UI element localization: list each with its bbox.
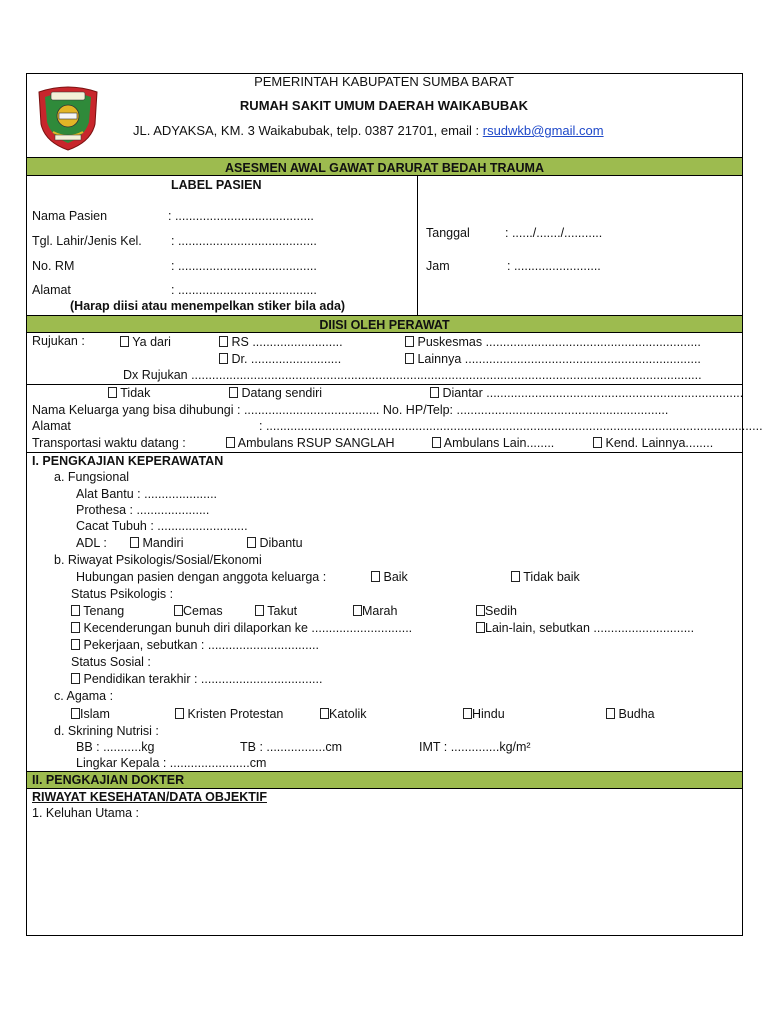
rujukan-ya[interactable] bbox=[120, 336, 171, 349]
jam-field[interactable]: : ......................... bbox=[507, 259, 601, 273]
prothesa-field[interactable]: Prothesa : ..................... bbox=[76, 503, 210, 517]
label-divider bbox=[417, 176, 418, 315]
checkbox-icon[interactable] bbox=[606, 708, 615, 719]
alamat-field[interactable]: : ........................................ bbox=[171, 283, 317, 297]
form-title-bar bbox=[27, 157, 742, 176]
hubungan-label: Hubungan pasien dengan anggota keluarga : bbox=[76, 570, 327, 584]
checkbox-icon[interactable] bbox=[71, 605, 80, 616]
checkbox-icon[interactable] bbox=[476, 622, 485, 633]
checkbox-icon[interactable] bbox=[476, 605, 485, 616]
lain-lain-label: Lain-lain, sebutkan ............................. bbox=[485, 621, 695, 635]
tidak-baik-label: Tidak baik bbox=[523, 570, 580, 584]
riwayat-kesehatan-title: RIWAYAT KESEHATAN/DATA OBJEKTIF bbox=[32, 790, 267, 804]
takut-label: Takut bbox=[267, 604, 298, 618]
islam-label: Islam bbox=[80, 707, 110, 721]
cacat-field[interactable]: Cacat Tubuh : .......................... bbox=[76, 519, 248, 533]
checkbox-icon[interactable] bbox=[71, 708, 80, 719]
alamat2-field[interactable]: : ............................................................................................................................................... bbox=[259, 419, 763, 433]
checkbox-icon[interactable] bbox=[120, 336, 129, 347]
riwayat-label: b. Riwayat Psikologis/Sosial/Ekonomi bbox=[54, 553, 262, 567]
rujukan-label: Rujukan : bbox=[32, 334, 85, 348]
transport-rsup[interactable] bbox=[226, 437, 395, 450]
katolik-label: Katolik bbox=[329, 707, 367, 721]
transportasi-label: Transportasi waktu datang : bbox=[32, 436, 186, 450]
nurse-section-bar bbox=[27, 315, 742, 333]
checkbox-icon[interactable] bbox=[229, 387, 238, 398]
tenang-label: Tenang bbox=[83, 604, 125, 618]
checkbox-icon[interactable] bbox=[130, 537, 139, 548]
divider bbox=[27, 384, 742, 385]
datang-sendiri-label: Datang sendiri bbox=[241, 386, 323, 400]
hubungan-tidak-baik[interactable] bbox=[511, 571, 580, 584]
section2-title: II. PENGKAJIAN DOKTER bbox=[32, 773, 185, 787]
psiko-marah[interactable] bbox=[353, 605, 397, 618]
alat-bantu-field[interactable]: Alat Bantu : ..................... bbox=[76, 487, 218, 501]
psiko-lain-lain[interactable] bbox=[476, 622, 694, 635]
agama-islam[interactable] bbox=[71, 708, 110, 721]
keluhan-utama-label: 1. Keluhan Utama : bbox=[32, 806, 140, 820]
baik-label: Baik bbox=[383, 570, 408, 584]
hospital-logo bbox=[33, 80, 103, 152]
checkbox-icon[interactable] bbox=[219, 336, 228, 347]
checkbox-icon[interactable] bbox=[71, 639, 80, 650]
checkbox-icon[interactable] bbox=[175, 708, 184, 719]
ambulans-rsup-label: Ambulans RSUP SANGLAH bbox=[237, 436, 395, 450]
diantar-label: Diantar .......................................................................... bbox=[442, 386, 744, 400]
checkbox-icon[interactable] bbox=[405, 353, 414, 364]
psiko-takut[interactable] bbox=[255, 605, 297, 618]
tgl-field[interactable]: : ........................................ bbox=[171, 234, 317, 248]
agama-katolik[interactable] bbox=[320, 708, 367, 721]
status-psikologis-label: Status Psikologis : bbox=[71, 587, 174, 601]
tanggal-label: Tanggal bbox=[426, 226, 470, 240]
checkbox-icon[interactable] bbox=[593, 437, 602, 448]
adl-mandiri[interactable] bbox=[130, 537, 183, 550]
agama-hindu[interactable] bbox=[463, 708, 505, 721]
rujukan-puskesmas[interactable] bbox=[405, 336, 701, 349]
nama-label: Nama Pasien bbox=[32, 209, 108, 223]
dr-label: Dr. .......................... bbox=[231, 352, 342, 366]
lainnya-label: Lainnya .................................................................... bbox=[417, 352, 701, 366]
header-line2: RUMAH SAKIT UMUM DAERAH WAIKABUBAK bbox=[239, 98, 529, 113]
imt-field[interactable]: IMT : ..............kg/m² bbox=[419, 740, 531, 754]
adl-dibantu[interactable] bbox=[247, 537, 303, 550]
jam-label: Jam bbox=[426, 259, 450, 273]
tanggal-field[interactable]: : ....../......./........... bbox=[505, 226, 603, 240]
rujukan-rs[interactable] bbox=[219, 336, 343, 349]
transport-ambulans-lain[interactable] bbox=[432, 437, 554, 450]
checkbox-icon[interactable] bbox=[174, 605, 183, 616]
agama-label: c. Agama : bbox=[54, 689, 114, 703]
rujukan-lainnya[interactable] bbox=[405, 353, 701, 366]
hubungan-baik[interactable] bbox=[371, 571, 408, 584]
pekerjaan-label: Pekerjaan, sebutkan : ................................ bbox=[83, 638, 320, 652]
lingkar-field[interactable]: Lingkar Kepala : .......................cm bbox=[76, 756, 267, 770]
pekerjaan-item[interactable] bbox=[71, 639, 319, 652]
checkbox-icon[interactable] bbox=[463, 708, 472, 719]
transport-kend[interactable] bbox=[593, 437, 713, 450]
header-address-text: JL. ADYAKSA, KM. 3 Waikabubak, telp. 0387 21701, email : bbox=[133, 123, 483, 138]
checkbox-icon[interactable] bbox=[320, 708, 329, 719]
checkbox-icon[interactable] bbox=[226, 437, 235, 448]
checkbox-icon[interactable] bbox=[108, 387, 117, 398]
ambulans-lain-label: Ambulans Lain........ bbox=[443, 436, 555, 450]
psiko-tenang[interactable] bbox=[71, 605, 124, 618]
cemas-label: Cemas bbox=[183, 604, 223, 618]
header-line1: PEMERINTAH KABUPATEN SUMBA BARAT bbox=[254, 74, 514, 89]
rujukan-dr[interactable] bbox=[219, 353, 341, 366]
agama-budha[interactable] bbox=[606, 708, 655, 721]
checkbox-icon[interactable] bbox=[255, 605, 264, 616]
checkbox-icon[interactable] bbox=[371, 571, 380, 582]
checkbox-icon[interactable] bbox=[71, 622, 80, 633]
status-sosial-label: Status Sosial : bbox=[71, 655, 151, 669]
pendidikan-item[interactable] bbox=[71, 673, 322, 686]
kend-lainnya-label: Kend. Lainnya........ bbox=[605, 436, 714, 450]
header-address bbox=[133, 124, 604, 137]
dibantu-label: Dibantu bbox=[259, 536, 303, 550]
checkbox-icon[interactable] bbox=[405, 336, 414, 347]
rm-field[interactable]: : ........................................ bbox=[171, 259, 317, 273]
rujukan-tidak[interactable] bbox=[108, 387, 150, 400]
checkbox-icon[interactable] bbox=[353, 605, 362, 616]
hindu-label: Hindu bbox=[472, 707, 505, 721]
divider bbox=[27, 452, 742, 453]
alamat2-label: Alamat bbox=[32, 419, 71, 433]
agama-kristen[interactable] bbox=[175, 708, 283, 721]
rm-label: No. RM bbox=[32, 259, 75, 273]
marah-label: Marah bbox=[362, 604, 398, 618]
nama-field[interactable]: : ........................................ bbox=[168, 209, 314, 223]
checkbox-icon[interactable] bbox=[432, 437, 441, 448]
nurse-section-title: DIISI OLEH PERAWAT bbox=[319, 318, 450, 332]
dx-rujukan[interactable]: Dx Rujukan ................................................................................................................................................... bbox=[123, 368, 702, 382]
label-note: (Harap diisi atau menempelkan stiker bila ada) bbox=[70, 299, 346, 313]
rs-label: RS .......................... bbox=[231, 335, 343, 349]
bunuh-diri-label: Kecenderungan bunuh diri dilaporkan ke ............................. bbox=[83, 621, 413, 635]
email-link[interactable]: rsudwkb@gmail.com bbox=[482, 123, 604, 138]
alamat-label: Alamat bbox=[32, 283, 71, 297]
nutrisi-label: d. Skrining Nutrisi : bbox=[54, 724, 159, 738]
puskesmas-label: Puskesmas .............................................................. bbox=[417, 335, 701, 349]
doctor-section-bar bbox=[27, 771, 742, 789]
datang-sendiri[interactable] bbox=[229, 387, 322, 400]
checkbox-icon[interactable] bbox=[71, 673, 80, 684]
budha-label: Budha bbox=[618, 707, 655, 721]
form-title: ASESMEN AWAL GAWAT DARURAT BEDAH TRAUMA bbox=[225, 161, 544, 175]
tb-field[interactable]: TB : .................cm bbox=[240, 740, 343, 754]
psiko-sedih[interactable] bbox=[476, 605, 517, 618]
ya-dari-label: Ya dari bbox=[132, 335, 171, 349]
sedih-label: Sedih bbox=[485, 604, 517, 618]
checkbox-icon[interactable] bbox=[247, 537, 256, 548]
checkbox-icon[interactable] bbox=[511, 571, 520, 582]
diantar[interactable] bbox=[430, 387, 743, 400]
tidak-label: Tidak bbox=[120, 386, 151, 400]
pendidikan-label: Pendidikan terakhir : ................................... bbox=[83, 672, 323, 686]
checkbox-icon[interactable] bbox=[430, 387, 439, 398]
keluarga-line[interactable]: Nama Keluarga yang bisa dihubungi : ....................................... No. HP/Telp: ............................................................. bbox=[32, 403, 669, 417]
bb-field[interactable]: BB : ...........kg bbox=[76, 740, 155, 754]
section1-title: I. PENGKAJIAN KEPERAWATAN bbox=[32, 454, 224, 468]
patient-label-title: LABEL PASIEN bbox=[171, 178, 262, 192]
psiko-bunuh-diri[interactable] bbox=[71, 622, 412, 635]
fungsional-label: a. Fungsional bbox=[54, 470, 130, 484]
checkbox-icon[interactable] bbox=[219, 353, 228, 364]
adl-label: ADL : bbox=[76, 536, 107, 550]
psiko-cemas[interactable] bbox=[174, 605, 223, 618]
mandiri-label: Mandiri bbox=[142, 536, 184, 550]
kristen-label: Kristen Protestan bbox=[187, 707, 284, 721]
tgl-label: Tgl. Lahir/Jenis Kel. bbox=[32, 234, 142, 248]
